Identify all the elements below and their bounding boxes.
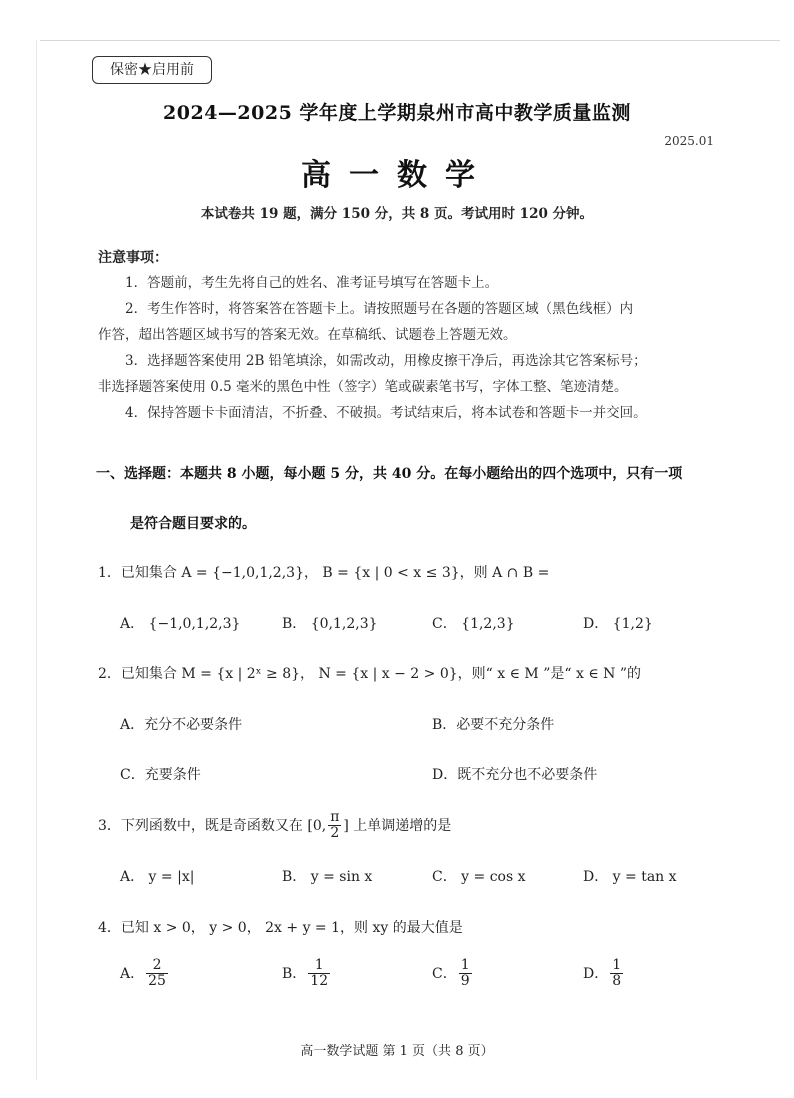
scan-edge (40, 40, 780, 41)
fraction-denominator: 8 (612, 973, 622, 990)
q4-option-a (120, 958, 170, 990)
question-4-stem: 4．已知 x > 0， y > 0， 2x + y = 1，则 xy 的最大值是 (98, 920, 463, 936)
option-fraction (146, 958, 168, 990)
option-fraction (610, 958, 623, 990)
fraction-denominator: 9 (460, 973, 470, 990)
notice-item: 2．考生作答时，将答案答在答题卡上。请按照题号在各题的答题区域（黑色线框）内 (125, 301, 634, 317)
question-1-stem: 1．已知集合 A = {−1,0,1,2,3}， B = {x | 0 < x ≤ 3}，则 A ∩ B = (98, 565, 550, 581)
q3-stem-part2: ] 上单调递增的是 (343, 817, 452, 834)
notice-item: 非选择题答案使用 0.5 毫米的黑色中性（签字）笔或碳素笔书写，字体工整、笔迹清楚。 (98, 379, 628, 395)
notice-item: 4．保持答题卡卡面清洁，不折叠、不破损。考试结束后，将本试卷和答题卡一并交回。 (125, 405, 647, 421)
exam-info: 本试卷共 19 题，满分 150 分，共 8 页。考试用时 120 分钟。 (200, 206, 594, 222)
q2-option-a: A．充分不必要条件 (120, 717, 243, 733)
fraction-numerator: 1 (460, 957, 470, 973)
q3-option-a: A． y = |x| (120, 869, 195, 885)
notice-item: 3．选择题答案使用 2B 铅笔填涂，如需改动，用橡皮擦干净后，再选涂其它答案标号； (125, 353, 647, 369)
notice-list (98, 270, 718, 426)
fraction-numerator: π (330, 809, 340, 825)
q3-option-c: C． y = cos x (432, 869, 526, 885)
exam-title: 2024—2025 学年度上学期泉州市高中教学质量监测 (163, 102, 631, 124)
q2-option-b: B．必要不充分条件 (432, 717, 555, 733)
option-fraction (459, 958, 472, 990)
section-heading-cont: 是符合题目要求的。 (130, 516, 256, 532)
q3-stem-part1: 3．下列函数中，既是奇函数又在 [0, (98, 817, 327, 834)
fraction-numerator: 1 (612, 957, 622, 973)
q2-option-c: C．充要条件 (120, 767, 201, 783)
q4-option-c (432, 958, 474, 990)
q1-option-d: D． {1,2} (583, 616, 653, 632)
option-fraction (308, 958, 330, 990)
fraction-numerator: 1 (308, 958, 330, 974)
q1-option-b: B． {0,1,2,3} (282, 616, 378, 632)
question-2-stem: 2．已知集合 M = {x | 2ˣ ≥ 8}， N = {x | x − 2 > 0}，则“ x ∈ M ”是“ x ∈ N ”的 (98, 666, 641, 682)
q4-option-b (282, 958, 332, 990)
notice-title: 注意事项： (98, 250, 168, 266)
q3-option-d: D． y = tan x (583, 869, 677, 885)
notice-item: 1．答题前，考生先将自己的姓名、准考证号填写在答题卡上。 (125, 275, 499, 291)
page-footer: 高一数学试题 第 1 页（共 8 页） (300, 1044, 494, 1059)
q3-pi-over-2 (328, 810, 341, 842)
option-label: C． (432, 965, 457, 982)
q3-option-b: B． y = sin x (282, 869, 373, 885)
option-label: B． (282, 965, 307, 982)
fraction-denominator: 12 (310, 973, 329, 990)
scan-edge (36, 40, 37, 1080)
fraction-denominator: 2 (330, 825, 340, 842)
option-label: D． (583, 965, 609, 982)
option-label: A． (120, 965, 145, 982)
subject-title: 高一数学 (301, 158, 493, 193)
exam-date: 2025.01 (664, 134, 714, 148)
fraction-numerator: 2 (146, 958, 168, 974)
q2-option-d: D．既不充分也不必要条件 (432, 767, 598, 783)
q4-option-d (583, 958, 625, 990)
notice-item: 作答，超出答题区域书写的答案无效。在草稿纸、试题卷上答题无效。 (98, 327, 517, 343)
q1-option-a: A． {−1,0,1,2,3} (120, 616, 241, 632)
q1-option-c: C． {1,2,3} (432, 616, 515, 632)
section-heading: 一、选择题：本题共 8 小题，每小题 5 分，共 40 分。在每小题给出的四个选项中，只有一项 (96, 466, 683, 482)
confidential-label: 保密★启用前 (92, 56, 212, 84)
fraction-denominator: 25 (148, 973, 166, 990)
question-3-stem (98, 810, 451, 842)
